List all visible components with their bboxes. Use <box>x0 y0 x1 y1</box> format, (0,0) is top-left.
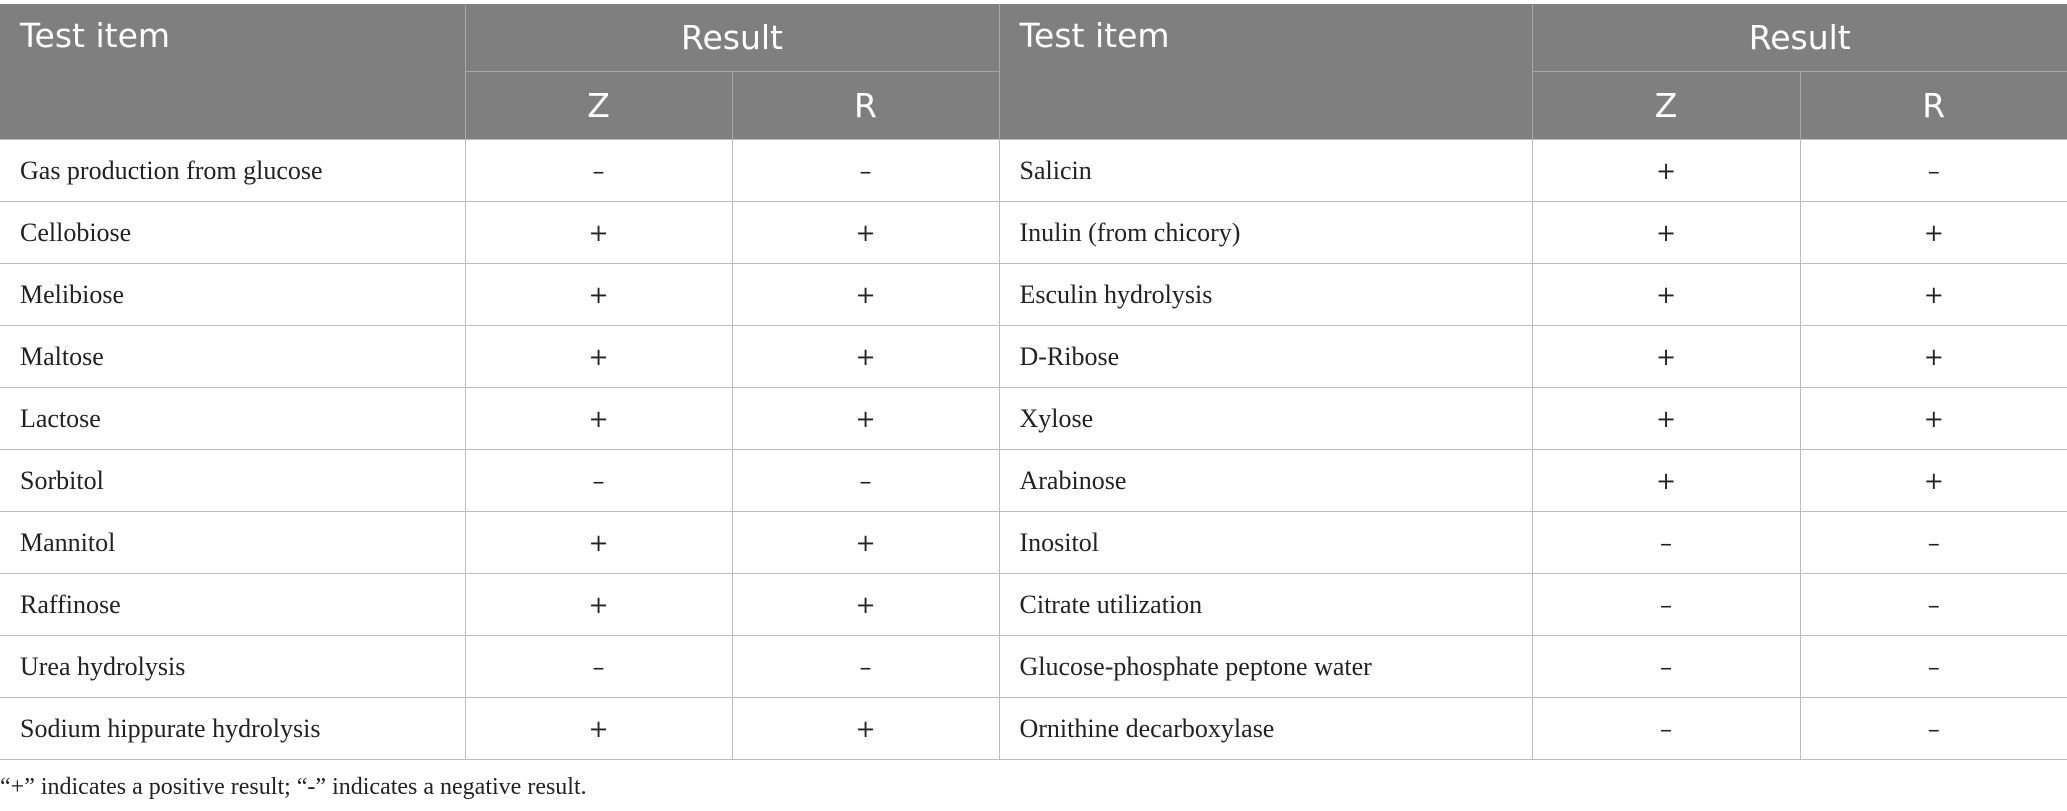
test-item-left: Cellobiose <box>0 202 465 264</box>
test-item-right: Inositol <box>999 512 1532 574</box>
z-result-right: + <box>1532 264 1800 326</box>
z-header-left: Z <box>465 72 732 140</box>
test-item-left: Lactose <box>0 388 465 450</box>
r-result-right: + <box>1800 388 2067 450</box>
z-result-left: – <box>465 636 732 698</box>
test-item-right: Inulin (from chicory) <box>999 202 1532 264</box>
table-footnote: “+” indicates a positive result; “-” indicates a negative result. <box>0 774 587 800</box>
r-result-left: + <box>732 698 999 760</box>
z-result-left: + <box>465 512 732 574</box>
test-item-right: Xylose <box>999 388 1532 450</box>
z-result-left: + <box>465 388 732 450</box>
table-row <box>0 202 2067 264</box>
test-item-left: Raffinose <box>0 574 465 636</box>
r-header-left: R <box>732 72 999 140</box>
z-result-right: + <box>1532 388 1800 450</box>
z-result-left: + <box>465 202 732 264</box>
z-result-right: – <box>1532 636 1800 698</box>
table-row <box>0 698 2067 760</box>
r-result-right: + <box>1800 450 2067 512</box>
z-result-right: – <box>1532 698 1800 760</box>
r-result-left: + <box>732 264 999 326</box>
r-header-right: R <box>1800 72 2067 140</box>
test-item-right: Glucose-phosphate peptone water <box>999 636 1532 698</box>
result-header-left: Result <box>465 4 999 72</box>
z-header-right: Z <box>1532 72 1800 140</box>
r-result-right: – <box>1800 512 2067 574</box>
test-item-left: Gas production from glucose <box>0 140 465 202</box>
test-item-right: Salicin <box>999 140 1532 202</box>
r-result-right: + <box>1800 202 2067 264</box>
z-result-right: + <box>1532 140 1800 202</box>
z-result-left: – <box>465 450 732 512</box>
table-row <box>0 388 2067 450</box>
table-row <box>0 636 2067 698</box>
r-result-right: – <box>1800 698 2067 760</box>
table-body <box>0 140 2067 760</box>
r-result-left: + <box>732 388 999 450</box>
table-row <box>0 574 2067 636</box>
r-result-left: – <box>732 636 999 698</box>
results-table-container <box>0 4 2067 760</box>
test-item-right: Ornithine decarboxylase <box>999 698 1532 760</box>
z-result-left: + <box>465 574 732 636</box>
r-result-left: + <box>732 574 999 636</box>
z-result-left: + <box>465 698 732 760</box>
r-result-right: – <box>1800 140 2067 202</box>
test-item-right: D-Ribose <box>999 326 1532 388</box>
r-result-right: – <box>1800 636 2067 698</box>
table-row <box>0 450 2067 512</box>
r-result-right: + <box>1800 264 2067 326</box>
r-result-left: + <box>732 512 999 574</box>
test-item-right: Citrate utilization <box>999 574 1532 636</box>
test-item-left: Maltose <box>0 326 465 388</box>
test-item-left: Urea hydrolysis <box>0 636 465 698</box>
z-result-left: + <box>465 326 732 388</box>
z-result-right: + <box>1532 326 1800 388</box>
r-result-right: + <box>1800 326 2067 388</box>
test-item-left: Sorbitol <box>0 450 465 512</box>
z-result-right: – <box>1532 574 1800 636</box>
z-result-right: – <box>1532 512 1800 574</box>
result-header-right: Result <box>1532 4 2067 72</box>
r-result-left: + <box>732 202 999 264</box>
table-row <box>0 326 2067 388</box>
test-item-left: Melibiose <box>0 264 465 326</box>
test-item-header-right: Test item <box>999 4 1532 140</box>
table-header <box>0 4 2067 140</box>
test-results-table <box>0 4 2067 760</box>
table-row <box>0 512 2067 574</box>
test-item-left: Sodium hippurate hydrolysis <box>0 698 465 760</box>
r-result-left: – <box>732 450 999 512</box>
r-result-left: – <box>732 140 999 202</box>
test-item-right: Esculin hydrolysis <box>999 264 1532 326</box>
r-result-right: – <box>1800 574 2067 636</box>
r-result-left: + <box>732 326 999 388</box>
z-result-left: + <box>465 264 732 326</box>
test-item-header-left: Test item <box>0 4 465 140</box>
table-row <box>0 264 2067 326</box>
z-result-right: + <box>1532 202 1800 264</box>
test-item-left: Mannitol <box>0 512 465 574</box>
z-result-right: + <box>1532 450 1800 512</box>
table-row <box>0 140 2067 202</box>
z-result-left: – <box>465 140 732 202</box>
test-item-right: Arabinose <box>999 450 1532 512</box>
